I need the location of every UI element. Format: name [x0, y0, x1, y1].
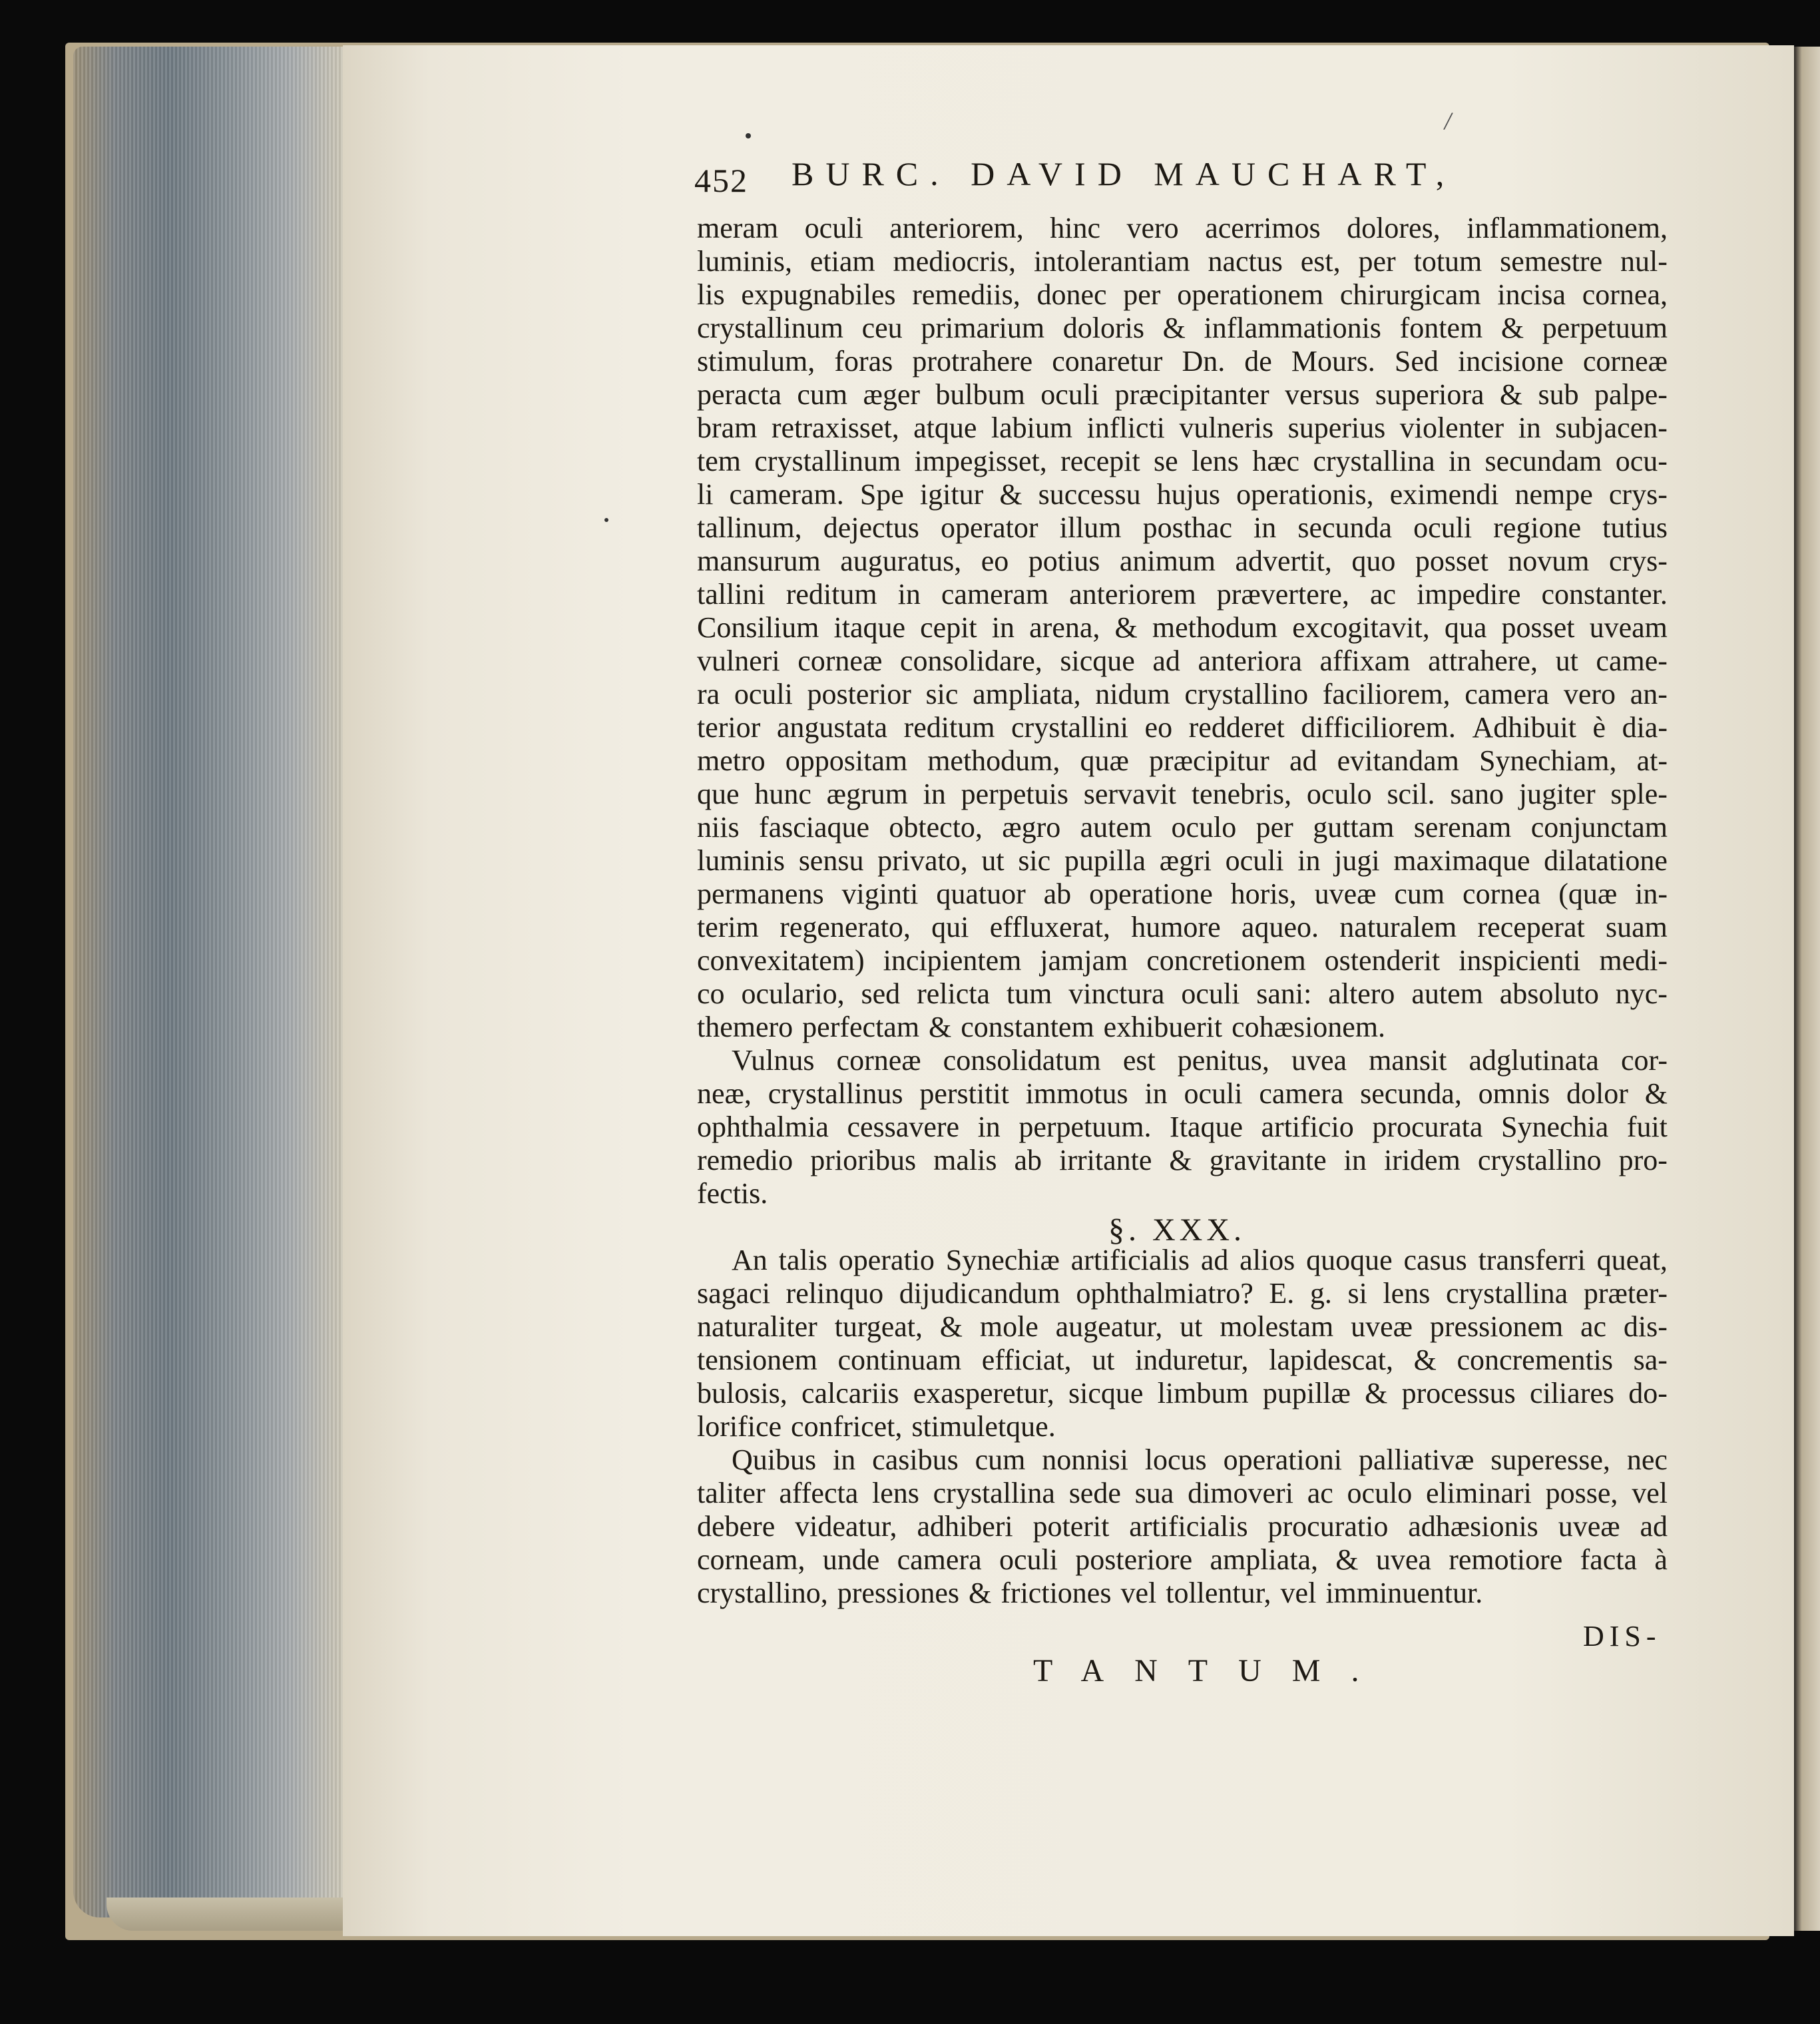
- running-title: BURC. DAVID MAUCHART,: [792, 155, 1457, 192]
- text-line: niis fasciaque obtecto, ægro autem oculo per guttam serenam conjunctam: [697, 811, 1668, 844]
- text-line: taliter affecta lens crystallina sede sua dimoveri ac oculo eliminari posse, vel: [697, 1477, 1668, 1509]
- text-line: crystallino, pressiones & frictiones vel tollentur, vel imminuentur.: [697, 1577, 1483, 1609]
- text-line: convexitatem) incipientem jamjam concretionem ostenderit inspicienti medi-: [697, 944, 1668, 977]
- text-line: tallini reditum in cameram anteriorem prævertere, ac impedire constanter.: [697, 578, 1668, 611]
- paragraph-2: [697, 1044, 1668, 1210]
- text-line: mansurum auguratus, eo potius animum advertit, quo posset novum crys-: [697, 545, 1668, 577]
- finis-line: TANTUM.: [1033, 1653, 1390, 1688]
- text-line: naturaliter turgeat, & mole augeatur, ut molestam uveæ pressionem ac dis-: [697, 1310, 1668, 1343]
- text-line: stimulum, foras protrahere conaretur Dn. de Mours. Sed incisione corneæ: [697, 345, 1668, 378]
- text-line: neæ, crystallinus perstitit immotus in oculi camera secunda, omnis dolor &: [697, 1077, 1668, 1110]
- page-stack-edge: [73, 47, 346, 1917]
- running-head: [694, 154, 1673, 201]
- text-line: metro oppositam methodum, quæ præcipitur ad evitandam Synechiam, at-: [697, 744, 1668, 777]
- text-line: lis expugnabiles remediis, donec per operationem chirurgicam incisa cornea,: [697, 278, 1668, 311]
- ink-mark: /: [1442, 105, 1455, 136]
- text-line: corneam, unde camera oculi posteriore ampliata, & uvea remotiore facta à: [697, 1543, 1668, 1576]
- text-line: Vulnus corneæ consolidatum est penitus, uvea mansit adglutinata cor-: [732, 1044, 1668, 1077]
- text-line: An talis operatio Synechiæ artificialis ad alios quoque casus transferri queat,: [732, 1244, 1668, 1276]
- text-line: debere videatur, adhiberi poterit artificialis procuratio adhæsionis uveæ ad: [697, 1510, 1668, 1543]
- text-line: fectis.: [697, 1177, 768, 1210]
- text-line: que hunc ægrum in perpetuis servavit tenebris, oculo scil. sano jugiter sple-: [697, 778, 1668, 810]
- page-stack-bottom: [107, 1898, 359, 1931]
- text-line: meram oculi anteriorem, hinc vero acerrimos dolores, inflammationem,: [697, 212, 1668, 244]
- text-line: themero perfectam & constantem exhibuerit cohæsionem.: [697, 1011, 1386, 1043]
- text-line: peracta cum æger bulbum oculi præcipitanter versus superiora & sub palpe-: [697, 378, 1668, 411]
- text-line: bulosis, calcariis exasperetur, sicque limbum pupillæ & processus ciliares do-: [697, 1377, 1668, 1409]
- text-line: ra oculi posterior sic ampliata, nidum crystallino faciliorem, camera vero an-: [697, 678, 1668, 710]
- text-line: tem crystallinum impegisset, recepit se lens hæc crystallina in secundam ocu-: [697, 445, 1668, 477]
- paragraph-4: [697, 1443, 1668, 1610]
- text-line: vulneri corneæ consolidare, sicque ad anteriora affixam attrahere, ut came-: [697, 644, 1668, 677]
- text-line: luminis sensu privato, ut sic pupilla ægri oculi in jugi maximaque dilatatione: [697, 844, 1668, 877]
- text-line: Quibus in casibus cum nonnisi locus operationi palliativæ superesse, nec: [732, 1443, 1668, 1476]
- facing-page-edge: [1794, 47, 1820, 1931]
- text-line: ophthalmia cessavere in perpetuum. Itaque artificio procurata Synechia fuit: [697, 1111, 1668, 1143]
- text-line: Consilium itaque cepit in arena, & methodum excogitavit, qua posset uveam: [697, 611, 1668, 644]
- text-line: luminis, etiam mediocris, intolerantiam nactus est, per totum semestre nul-: [697, 245, 1668, 278]
- text-line: li cameram. Spe igitur & successu hujus operationis, eximendi nempe crys-: [697, 478, 1668, 511]
- section-heading: §. XXX.: [1108, 1212, 1246, 1248]
- text-line: tensionem continuam efficiat, ut induretur, lapidescat, & concrementis sa-: [697, 1344, 1668, 1376]
- text-line: terim regenerato, qui effluxerat, humore aqueo. naturalem receperat suam: [697, 911, 1668, 943]
- ink-speck: [746, 133, 751, 138]
- text-line: sagaci relinquo dijudicandum ophthalmiatro? E. g. si lens crystallina præter-: [697, 1277, 1668, 1310]
- text-line: bram retraxisset, atque labium inflicti vulneris superius violenter in subjacen-: [697, 411, 1668, 444]
- text-line: remedio prioribus malis ab irritante & gravitante in iridem crystallino pro-: [697, 1144, 1668, 1176]
- text-line: tallinum, dejectus operator illum posthac in secunda oculi regione tutius: [697, 511, 1668, 544]
- paragraph-3: [697, 1244, 1668, 1443]
- paragraph-1: [697, 212, 1668, 1044]
- text-line: terior angustata reditum crystallini eo redderet difficiliorem. Adhibuit è dia-: [697, 711, 1668, 744]
- ink-speck: [604, 518, 608, 522]
- text-line: co oculario, sed relicta tum vinctura oculi sani: altero autem absoluto nyc-: [697, 977, 1668, 1010]
- catchword: DIS-: [1583, 1620, 1662, 1652]
- body-text: [697, 212, 1668, 1610]
- text-line: lorifice confricet, stimuletque.: [697, 1410, 1056, 1443]
- page-number: 452: [694, 162, 748, 199]
- text-line: crystallinum ceu primarium doloris & inflammationis fontem & perpetuum: [697, 312, 1668, 344]
- text-line: permanens viginti quatuor ab operatione horis, uveæ cum cornea (quæ in-: [697, 878, 1668, 910]
